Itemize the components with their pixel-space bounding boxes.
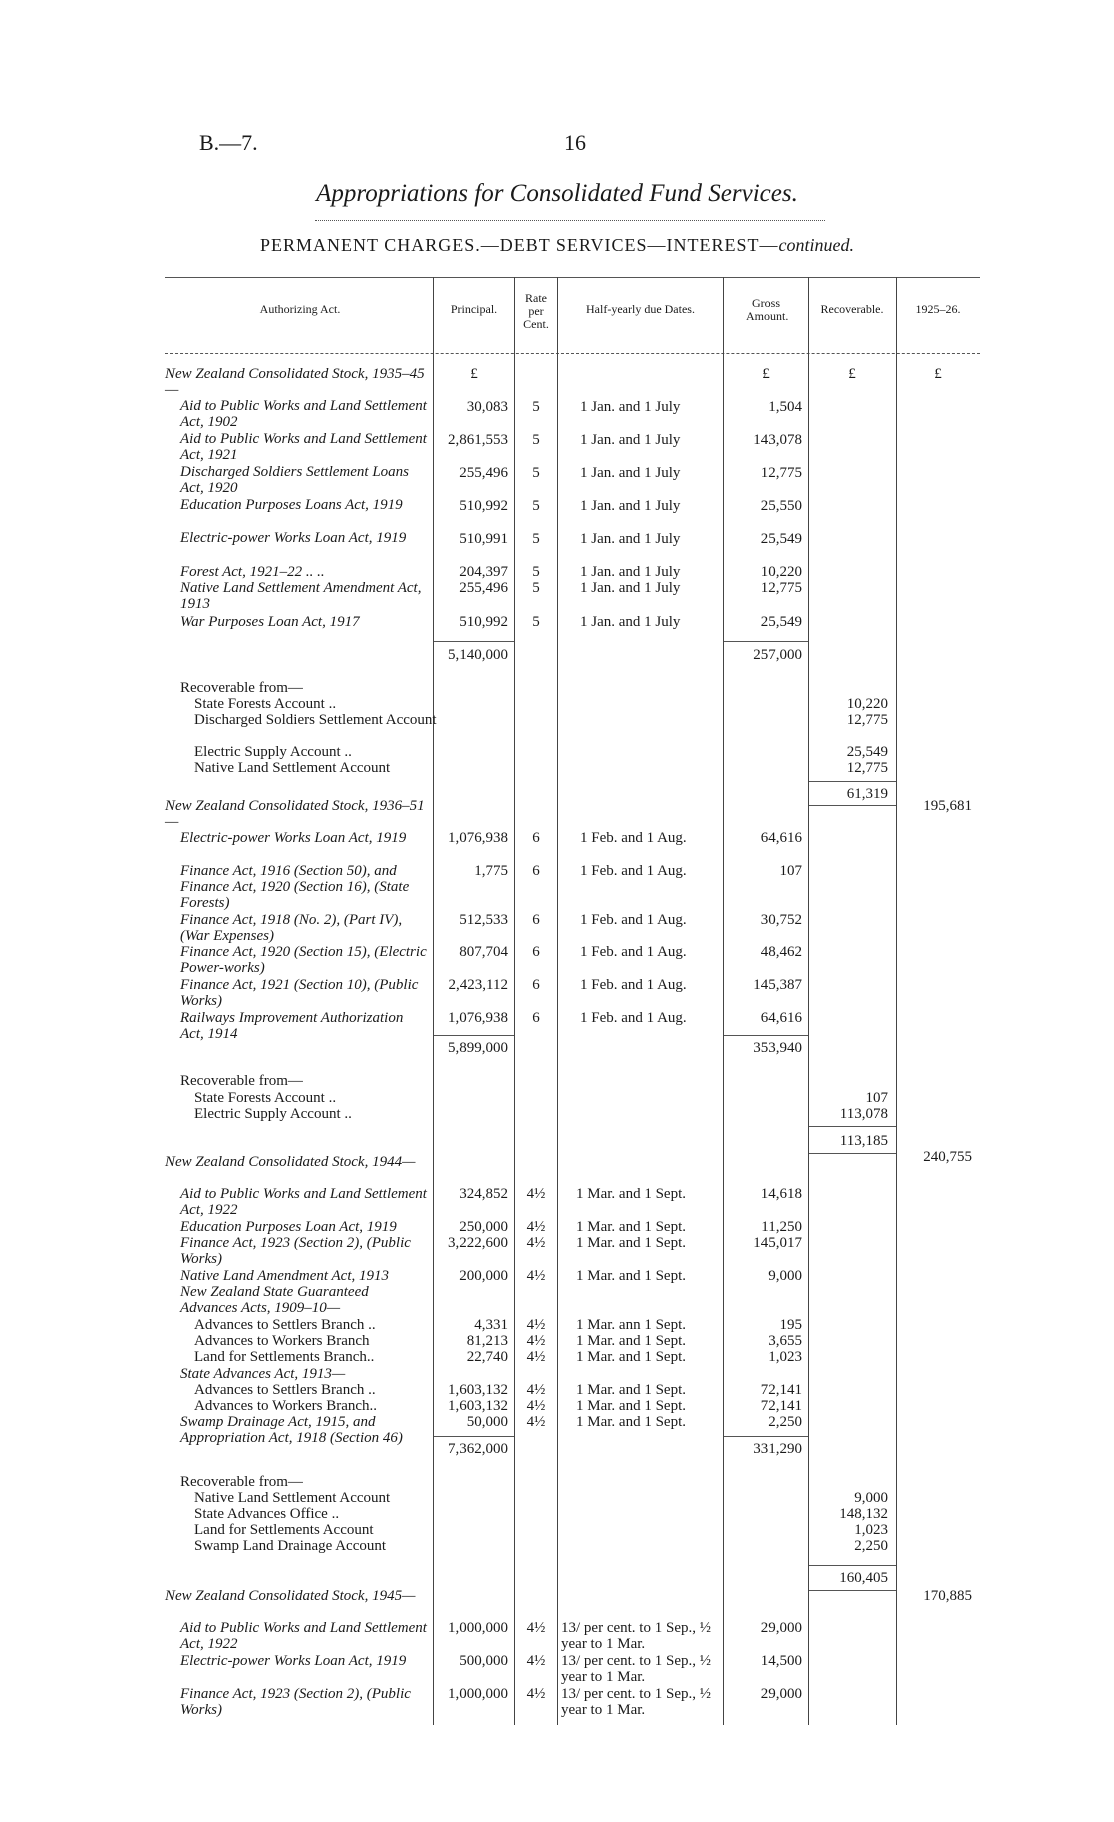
rate-value: 6: [532, 977, 540, 993]
rate-value: 4½: [526, 1317, 546, 1333]
column-header-rate: Rate per Cent.: [523, 291, 549, 331]
due-dates: 1 Feb. and 1 Aug.: [580, 977, 687, 993]
gross-amount: 10,220: [760, 564, 802, 580]
gross-amount: 107: [779, 863, 802, 879]
principal-value: 510,992: [459, 614, 508, 630]
rate-value: 4½: [526, 1186, 546, 1202]
recoverable-amount: 113,078: [839, 1106, 888, 1122]
column-rule: [433, 277, 434, 1725]
act-name: Native Land Amendment Act, 1913: [180, 1268, 390, 1284]
act-name: Finance Act, 1921 (Section 10), (Public Works): [180, 977, 419, 1009]
due-dates: 1 Feb. and 1 Aug.: [580, 944, 687, 960]
column-rule: [808, 277, 809, 1725]
principal-value: 200,000: [459, 1268, 508, 1284]
column-header-principal: Principal.: [450, 302, 498, 316]
total-rule: [434, 1436, 514, 1437]
total-rule: [809, 781, 896, 782]
subtitle-main: PERMANENT CHARGES.—DEBT SERVICES—INTEREST—: [260, 235, 779, 255]
rate-value: 5: [532, 432, 540, 448]
gross-amount: 25,549: [760, 531, 802, 547]
total-rule: [809, 1565, 896, 1566]
principal-value: 1,000,000: [448, 1686, 508, 1702]
recoverable-heading: Recoverable from—: [180, 680, 303, 696]
total-gross: 331,290: [753, 1441, 802, 1457]
recoverable-label: Native Land Settlement Account: [194, 760, 391, 776]
document-reference: B.—7.: [199, 130, 258, 155]
recoverable-label: Electric Supply Account ..: [194, 744, 352, 760]
act-name: Advances to Workers Branch: [194, 1333, 370, 1349]
gross-amount: 72,141: [760, 1398, 802, 1414]
act-name: Swamp Drainage Act, 1915, and Appropriation Act, 1918 (Section 46): [180, 1414, 403, 1446]
recoverable-amount: 1,023: [854, 1522, 888, 1538]
act-name: Land for Settlements Branch..: [194, 1349, 375, 1365]
rate-value: 5: [532, 399, 540, 415]
recoverable-label: Swamp Land Drainage Account: [194, 1538, 387, 1554]
due-dates: 1 Jan. and 1 July: [580, 531, 681, 547]
gross-amount: 64,616: [760, 830, 802, 846]
principal-value: 204,397: [459, 564, 508, 580]
gross-amount: 25,549: [760, 614, 802, 630]
column-rule: [723, 277, 724, 1725]
total-rule: [809, 1590, 896, 1591]
gross-amount: 3,655: [768, 1333, 802, 1349]
column-rule: [557, 277, 558, 1725]
column-header-dates: Half-yearly due Dates.: [586, 302, 695, 316]
act-name: Finance Act, 1923 (Section 2), (Public Works): [180, 1686, 411, 1718]
column-header-act: Authorizing Act.: [259, 302, 341, 316]
gross-amount: 14,500: [760, 1653, 802, 1669]
gross-amount: 25,550: [760, 498, 802, 514]
total-rule: [724, 1035, 808, 1036]
gross-amount: 195: [779, 1317, 802, 1333]
due-dates: 1 Mar. and 1 Sept.: [576, 1414, 686, 1430]
due-dates: 13/ per cent. to 1 Sep., ½ year to 1 Mar.: [561, 1686, 711, 1718]
recoverable-label: State Forests Account ..: [194, 696, 337, 712]
principal-value: 3,222,600: [448, 1235, 508, 1251]
due-dates: 13/ per cent. to 1 Sep., ½ year to 1 Mar.: [561, 1620, 711, 1652]
due-dates: 1 Mar. and 1 Sept.: [576, 1235, 686, 1251]
total-gross: 353,940: [753, 1040, 802, 1056]
gross-amount: 12,775: [760, 580, 802, 596]
rate-value: 4½: [526, 1235, 546, 1251]
recoverable-amount: 12,775: [846, 760, 888, 776]
rate-value: 6: [532, 1010, 540, 1026]
due-dates: 1 Mar. and 1 Sept.: [576, 1382, 686, 1398]
rate-value: 6: [532, 944, 540, 960]
due-dates: 1 Jan. and 1 July: [580, 564, 681, 580]
act-name: Advances to Settlers Branch ..: [194, 1317, 376, 1333]
act-name: Finance Act, 1920 (Section 15), (Electric Power-works): [180, 944, 427, 976]
act-name: Electric-power Works Loan Act, 1919: [180, 830, 407, 846]
gross-amount: 72,141: [760, 1382, 802, 1398]
due-dates: 1 Feb. and 1 Aug.: [580, 863, 687, 879]
principal-value: 255,496: [459, 465, 508, 481]
due-dates: 1 Feb. and 1 Aug.: [580, 912, 687, 928]
act-name: Education Purposes Loans Act, 1919: [180, 497, 403, 513]
rate-value: 4½: [526, 1686, 546, 1702]
recoverable-total: 113,185: [839, 1133, 888, 1149]
principal-value: 510,991: [459, 531, 508, 547]
rate-value: 4½: [526, 1219, 546, 1235]
recoverable-label: State Advances Office ..: [194, 1506, 340, 1522]
column-rule: [514, 277, 515, 1725]
rate-value: 6: [532, 863, 540, 879]
rate-value: 4½: [526, 1268, 546, 1284]
act-name: Railways Improvement Authorization Act, 1914: [180, 1010, 404, 1042]
rate-value: 4½: [526, 1414, 546, 1430]
act-name: Discharged Soldiers Settlement Loans Act, 1920: [180, 464, 410, 496]
year-total: 195,681: [923, 798, 972, 814]
principal-currency: £: [470, 366, 478, 382]
gross-currency: £: [762, 366, 770, 382]
rate-value: 5: [532, 564, 540, 580]
recoverable-amount: 9,000: [854, 1490, 888, 1506]
act-name: Electric-power Works Loan Act, 1919: [180, 1653, 407, 1669]
recoverable-label: Native Land Settlement Account: [194, 1490, 391, 1506]
principal-value: 1,603,132: [448, 1382, 508, 1398]
page-title: Appropriations for Consolidated Fund Services.: [316, 180, 798, 207]
column-rule: [896, 277, 897, 1725]
principal-value: 81,213: [466, 1333, 508, 1349]
due-dates: 1 Feb. and 1 Aug.: [580, 1010, 687, 1026]
act-name: Aid to Public Works and Land Settlement Act, 1922: [180, 1186, 427, 1218]
gross-amount: 145,387: [753, 977, 802, 993]
recoverable-currency: £: [848, 366, 856, 382]
column-header-recoverable: Recoverable.: [820, 302, 884, 316]
column-header-year: 1925–26.: [915, 302, 961, 316]
total-rule: [724, 641, 808, 642]
year-total: 240,755: [923, 1149, 972, 1165]
rate-value: 5: [532, 465, 540, 481]
act-name: Forest Act, 1921–22 .. ..: [180, 564, 325, 580]
principal-value: 2,423,112: [448, 977, 508, 993]
rate-value: 4½: [526, 1382, 546, 1398]
recoverable-amount: 25,549: [846, 744, 888, 760]
principal-value: 1,000,000: [448, 1620, 508, 1636]
due-dates: 1 Jan. and 1 July: [580, 498, 681, 514]
recoverable-amount: 107: [865, 1090, 888, 1106]
page-number: 16: [564, 130, 586, 155]
gross-amount: 11,250: [761, 1219, 802, 1235]
due-dates: 13/ per cent. to 1 Sep., ½ year to 1 Mar.: [561, 1653, 711, 1685]
total-rule: [809, 1126, 896, 1127]
total-principal: 5,140,000: [448, 647, 508, 663]
rate-value: 5: [532, 531, 540, 547]
gross-amount: 1,504: [768, 399, 802, 415]
gross-amount: 1,023: [768, 1349, 802, 1365]
recoverable-total: 160,405: [839, 1570, 888, 1586]
due-dates: 1 Mar. and 1 Sept.: [576, 1268, 686, 1284]
gross-amount: 143,078: [753, 432, 802, 448]
rate-value: 6: [532, 912, 540, 928]
act-name: Electric-power Works Loan Act, 1919: [180, 530, 407, 546]
gross-amount: 9,000: [768, 1268, 802, 1284]
principal-value: 807,704: [459, 944, 508, 960]
gross-amount: 12,775: [760, 465, 802, 481]
due-dates: 1 Jan. and 1 July: [580, 465, 681, 481]
recoverable-heading: Recoverable from—: [180, 1474, 303, 1490]
principal-value: 512,533: [459, 912, 508, 928]
gross-amount: 30,752: [760, 912, 802, 928]
total-gross: 257,000: [753, 647, 802, 663]
principal-value: 1,076,938: [448, 830, 508, 846]
principal-value: 30,083: [466, 399, 508, 415]
act-name: Education Purposes Loan Act, 1919: [180, 1219, 397, 1235]
act-name: Finance Act, 1923 (Section 2), (Public Works): [180, 1235, 411, 1267]
recoverable-heading: Recoverable from—: [180, 1073, 303, 1089]
due-dates: 1 Feb. and 1 Aug.: [580, 830, 687, 846]
recoverable-amount: 2,250: [854, 1538, 888, 1554]
principal-value: 22,740: [466, 1349, 508, 1365]
act-name: Aid to Public Works and Land Settlement Act, 1922: [180, 1620, 427, 1652]
total-rule: [724, 1436, 808, 1437]
total-principal: 7,362,000: [448, 1441, 508, 1457]
gross-amount: 64,616: [760, 1010, 802, 1026]
act-name: Finance Act, 1918 (No. 2), (Part IV), (War Expenses): [180, 912, 403, 944]
due-dates: 1 Mar. and 1 Sept.: [576, 1333, 686, 1349]
gross-amount: 2,250: [768, 1414, 802, 1430]
section-heading: New Zealand Consolidated Stock, 1935–45—: [165, 366, 425, 398]
rate-value: 5: [532, 580, 540, 596]
recoverable-label: Electric Supply Account ..: [194, 1106, 352, 1122]
rate-value: 5: [532, 498, 540, 514]
due-dates: 1 Jan. and 1 July: [580, 399, 681, 415]
act-name: Aid to Public Works and Land Settlement Act, 1921: [180, 431, 427, 463]
act-name: Advances to Workers Branch..: [194, 1398, 378, 1414]
principal-value: 2,861,553: [448, 432, 508, 448]
due-dates: 1 Mar. ann 1 Sept.: [576, 1317, 686, 1333]
gross-amount: 145,017: [753, 1235, 802, 1251]
section-heading: New Zealand Consolidated Stock, 1945—: [165, 1588, 416, 1604]
page-subtitle: [0, 235, 1114, 256]
act-name: Aid to Public Works and Land Settlement Act, 1902: [180, 398, 427, 430]
table-header-rule: [165, 353, 980, 354]
table-top-rule: [165, 277, 980, 278]
gross-amount: 48,462: [760, 944, 802, 960]
title-rule: [315, 220, 825, 221]
rate-value: 4½: [526, 1349, 546, 1365]
total-rule: [809, 805, 896, 806]
year-currency: £: [934, 366, 942, 382]
rate-value: 4½: [526, 1620, 546, 1636]
principal-value: 324,852: [459, 1186, 508, 1202]
total-rule: [809, 1153, 896, 1154]
act-name: Native Land Settlement Amendment Act, 1913: [180, 580, 422, 612]
due-dates: 1 Jan. and 1 July: [580, 580, 681, 596]
rate-value: 5: [532, 614, 540, 630]
column-header-gross: Gross Amount.: [746, 296, 789, 323]
recoverable-label: State Forests Account ..: [194, 1090, 337, 1106]
year-total: 170,885: [923, 1588, 972, 1604]
rate-value: 4½: [526, 1653, 546, 1669]
section-heading: New Zealand Consolidated Stock, 1944—: [165, 1154, 416, 1170]
due-dates: 1 Mar. and 1 Sept.: [576, 1349, 686, 1365]
total-rule: [434, 1035, 514, 1036]
rate-value: 4½: [526, 1333, 546, 1349]
section-heading: New Zealand Consolidated Stock, 1936–51—: [165, 798, 425, 830]
rate-value: 6: [532, 830, 540, 846]
gross-amount: 29,000: [760, 1620, 802, 1636]
principal-value: 500,000: [459, 1653, 508, 1669]
principal-value: 250,000: [459, 1219, 508, 1235]
principal-value: 1,775: [474, 863, 508, 879]
recoverable-label: Discharged Soldiers Settlement Account: [194, 712, 437, 728]
subtitle-continued: continued.: [778, 235, 854, 255]
principal-value: 1,076,938: [448, 1010, 508, 1026]
principal-value: 50,000: [466, 1414, 508, 1430]
recoverable-amount: 10,220: [846, 696, 888, 712]
due-dates: 1 Mar. and 1 Sept.: [576, 1186, 686, 1202]
principal-value: 510,992: [459, 498, 508, 514]
gross-amount: 29,000: [760, 1686, 802, 1702]
rate-value: 4½: [526, 1398, 546, 1414]
due-dates: 1 Mar. and 1 Sept.: [576, 1219, 686, 1235]
act-name: New Zealand State Guaranteed Advances Acts, 1909–10—: [180, 1284, 369, 1316]
due-dates: 1 Jan. and 1 July: [580, 614, 681, 630]
recoverable-amount: 12,775: [846, 712, 888, 728]
act-name: Advances to Settlers Branch ..: [194, 1382, 376, 1398]
gross-amount: 14,618: [760, 1186, 802, 1202]
recoverable-total: 61,319: [846, 786, 888, 802]
act-name: State Advances Act, 1913—: [180, 1366, 346, 1382]
due-dates: 1 Mar. and 1 Sept.: [576, 1398, 686, 1414]
due-dates: 1 Jan. and 1 July: [580, 432, 681, 448]
recoverable-amount: 148,132: [839, 1506, 888, 1522]
principal-value: 1,603,132: [448, 1398, 508, 1414]
act-name: War Purposes Loan Act, 1917: [180, 614, 360, 630]
principal-value: 4,331: [474, 1317, 508, 1333]
principal-value: 255,496: [459, 580, 508, 596]
recoverable-label: Land for Settlements Account: [194, 1522, 374, 1538]
total-principal: 5,899,000: [448, 1040, 508, 1056]
act-name: Finance Act, 1916 (Section 50), and Finance Act, 1920 (Section 16), (State Forests): [180, 863, 410, 911]
total-rule: [434, 641, 514, 642]
